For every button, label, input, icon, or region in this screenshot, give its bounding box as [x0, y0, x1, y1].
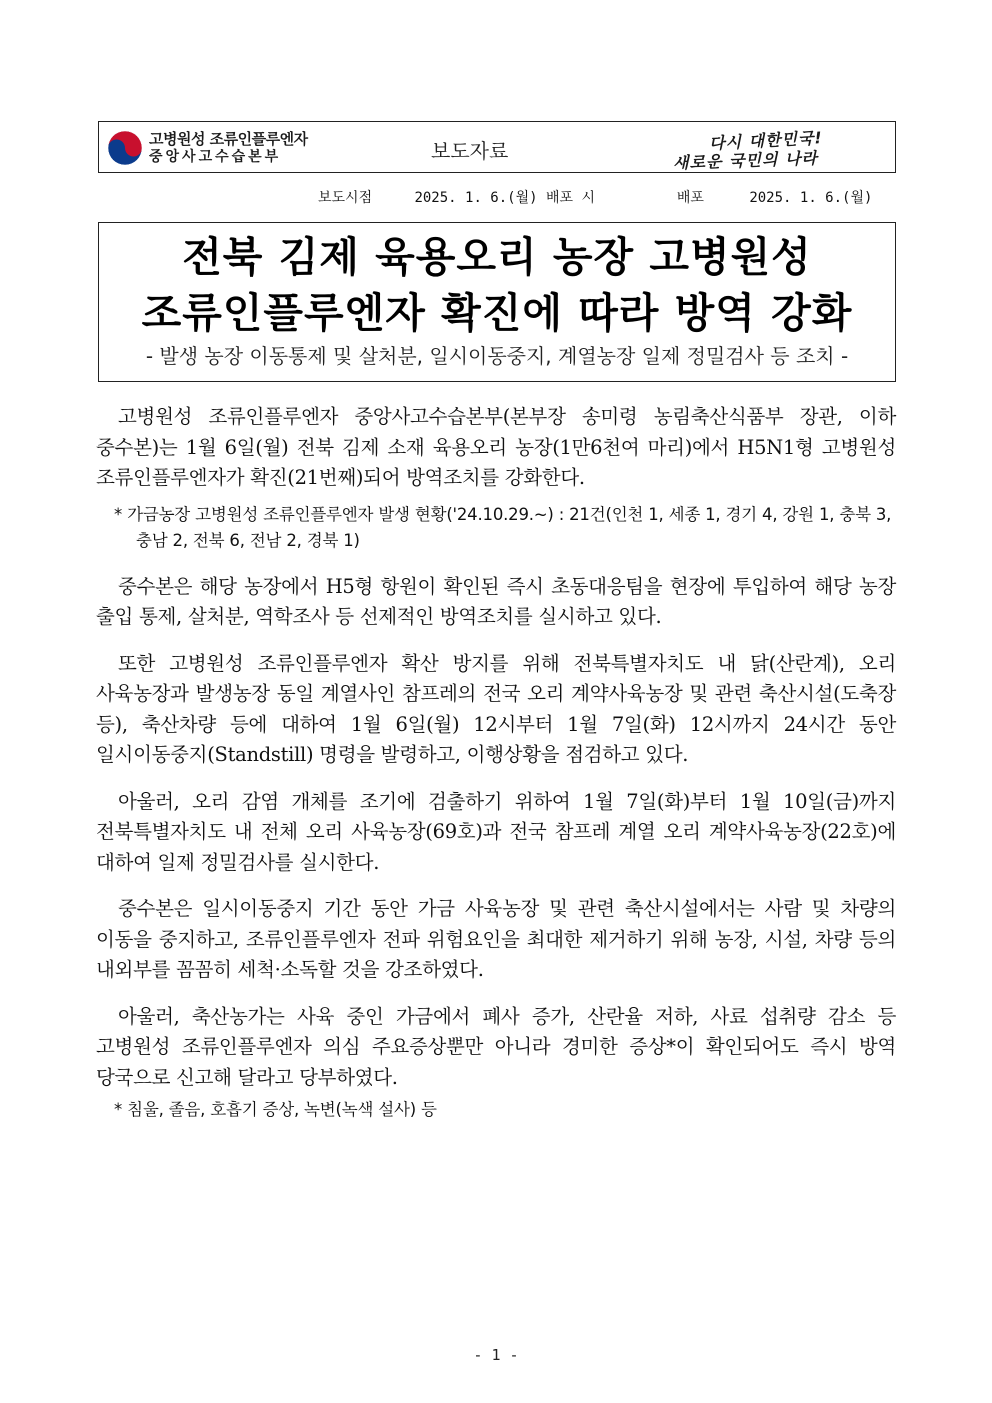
- paragraph-1: 고병원성 조류인플루엔자 중앙사고수습본부(본부장 송미령 농림축산식품부 장관, 이하 중수본)는 1월 6일(월) 전북 김제 소재 육용오리 농장(1만6천여 마리)에서 H5N1형 고병원성 조류인플루엔자가 확진(21번째)되어 방역조치를 강화한다.: [96, 405, 896, 489]
- subheadline: - 발생 농장 이동통제 및 살처분, 일시이동중지, 계열농장 일제 정밀검사 등 조치 -: [145, 344, 849, 368]
- header-box: [98, 121, 896, 173]
- distribution-value: 2025. 1. 6.(월): [749, 190, 873, 206]
- release-info: [318, 187, 878, 207]
- org-logo: [107, 128, 308, 168]
- distribution-label: 배포: [676, 190, 704, 206]
- org-name-line2: 중앙사고수습본부: [149, 149, 282, 165]
- paragraph-6: 아울러, 축산농가는 사육 중인 가금에서 폐사 증가, 산란율 저하, 사료 섭취량 감소 등 고병원성 조류인플루엔자 의심 주요증상뿐만 아니라 경미한 증상*이 확인되어도 즉시 방역 당국으로 신고해 달라고 당부하였다.: [96, 1004, 896, 1089]
- slogan-line1: 다시 대한민국!: [708, 128, 824, 153]
- release-time-label: 보도시점: [318, 190, 373, 206]
- slogan: [671, 126, 881, 173]
- paragraph-5: 중수본은 일시이동중지 기간 동안 가금 사육농장 및 관련 축산시설에서는 사람 및 차량의 이동을 중지하고, 조류인플루엔자 전파 위험요인을 최대한 제거하기 위해 농장, 시설, 차량 등의 내외부를 꼼꼼히 세척·소독할 것을 강조하였다.: [96, 897, 896, 981]
- org-name-line1: 고병원성 조류인플루엔자: [149, 130, 308, 148]
- press-release-label: 보도자료: [431, 139, 509, 163]
- headline-line1: 전북 김제 육용오리 농장 고병원성: [182, 233, 812, 281]
- paragraph-2: 중수본은 해당 농장에서 H5형 항원이 확인된 즉시 초동대응팀을 현장에 투입하여 해당 농장 출입 통제, 살처분, 역학조사 등 선제적인 방역조치를 실시하고 있다.: [96, 574, 896, 628]
- paragraph-3: 또한 고병원성 조류인플루엔자 확산 방지를 위해 전북특별자치도 내 닭(산란계), 오리 사육농장과 발생농장 동일 계열사인 참프레의 전국 오리 계약사육농장 및 관련 축산시설(도축장 등), 축산차량 등에 대하여 1월 6일(월) 12시부터 1월 7일(화) 12시까지 24시간 동안 일시이동중지(Standstill) 명령을 발령하고, 이행상황을 점검하고 있다.: [96, 651, 896, 766]
- footnote-2: * 침울, 졸음, 호흡기 증상, 녹변(녹색 설사) 등: [114, 1100, 437, 1119]
- page-number: - 1 -: [473, 1346, 519, 1364]
- taegeuk-emblem-icon: [107, 130, 143, 166]
- headline-line2: 조류인플루엔자 확진에 따라 방역 강화: [141, 289, 853, 337]
- paragraph-4: 아울러, 오리 감염 개체를 조기에 검출하기 위하여 1월 7일(화)부터 1월 10일(금)까지 전북특별자치도 내 전체 오리 사육농장(69호)과 전국 참프레 계열 오리 계약사육농장(22호)에 대하여 일제 정밀검사를 실시한다.: [96, 789, 896, 874]
- slogan-line2: 새로운 국민의 나라: [672, 148, 819, 173]
- title-box: [98, 222, 896, 382]
- footnote-1: * 가금농장 고병원성 조류인플루엔자 발생 현황('24.10.29.~) : 21건(인천 1, 세종 1, 경기 4, 강원 1, 충북 3, 충남 2, 전북 6, 전남 2, 경북 1): [114, 504, 892, 550]
- body-content: [96, 402, 896, 1123]
- release-time-value: 2025. 1. 6.(월) 배포 시: [414, 190, 595, 206]
